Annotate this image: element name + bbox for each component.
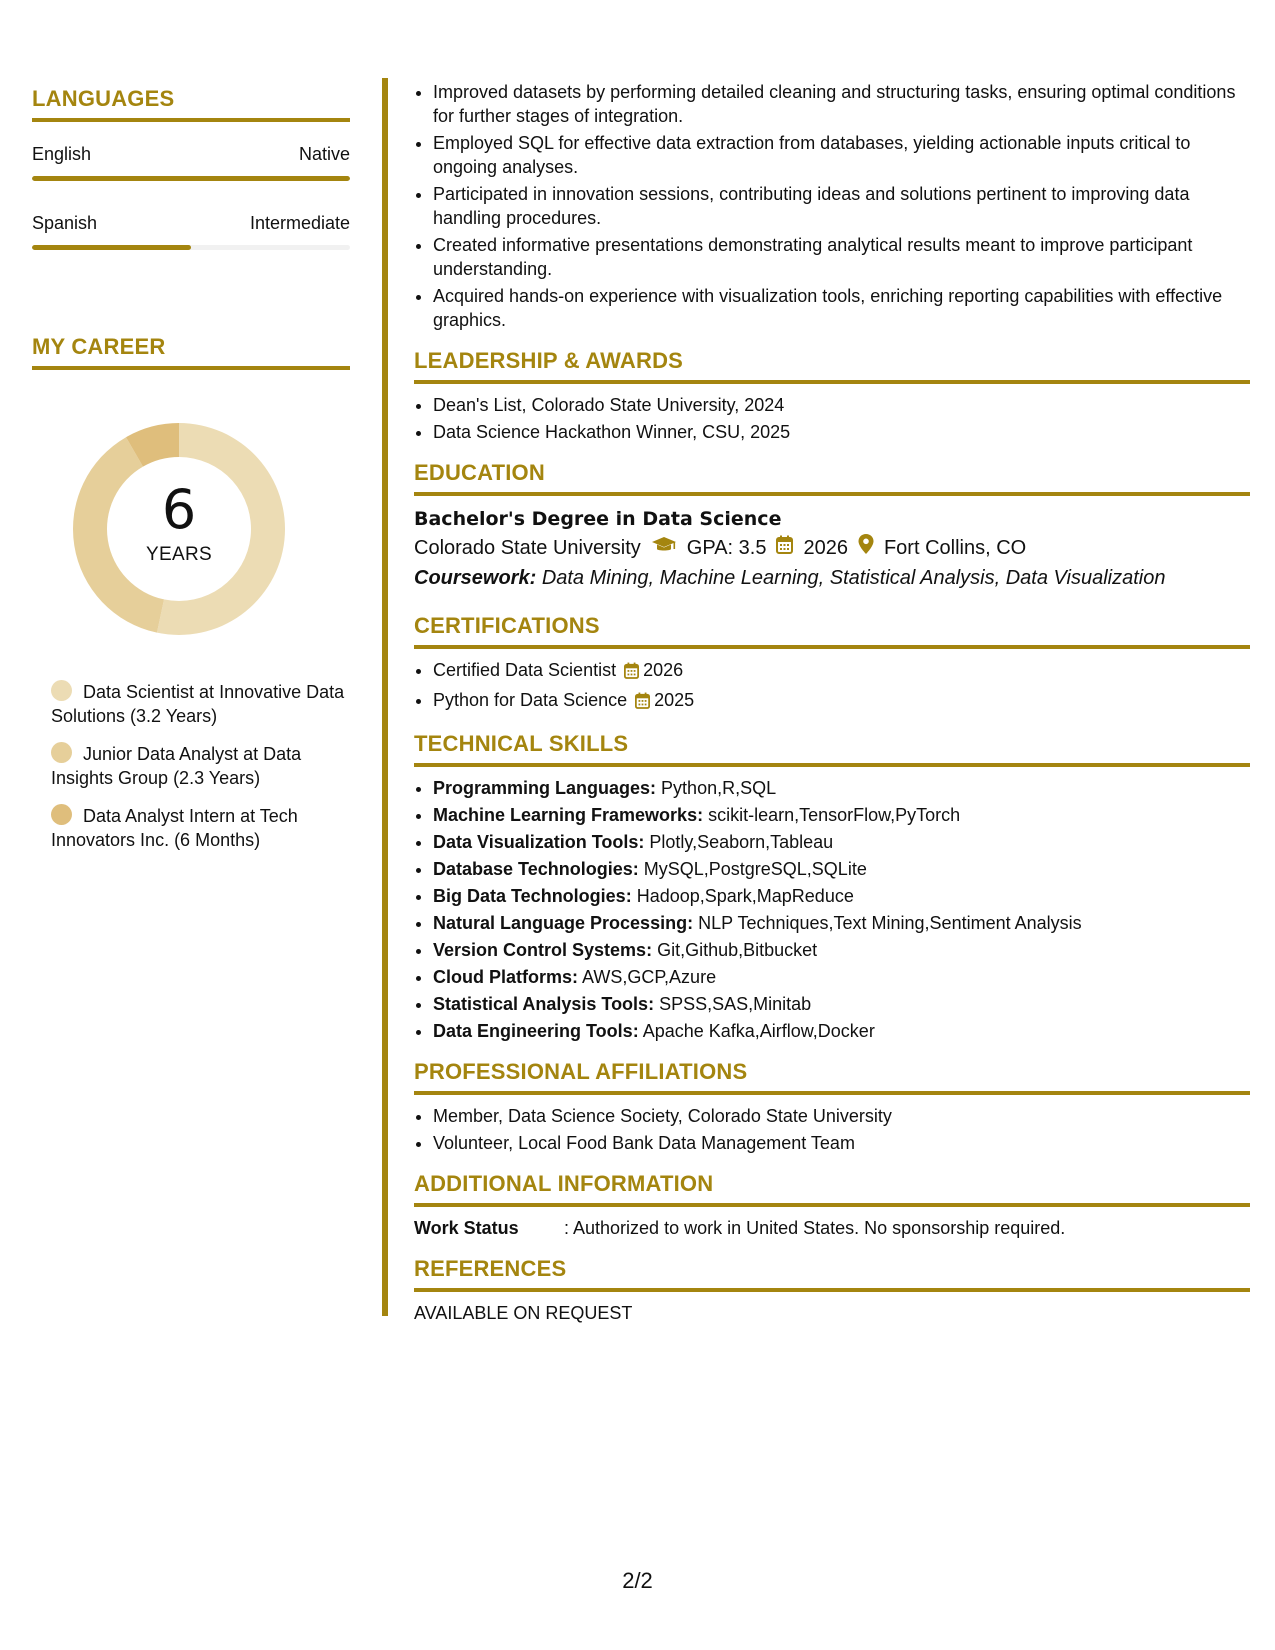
career-unit: YEARS [146, 544, 212, 565]
list-item: • Member, Data Science Society, Colorado State University [433, 1104, 1250, 1128]
skill-label: Database Technologies: [433, 859, 639, 879]
list-item [433, 884, 1250, 908]
language-level: Native [298, 144, 350, 164]
additional-section [414, 1171, 1250, 1240]
list-item [433, 911, 1250, 935]
skills-section [414, 731, 1250, 1043]
legend-dot [51, 680, 72, 701]
legend-label: Data Scientist at Innovative Data Solutions (3.2 Years) [51, 682, 345, 726]
career-total-years: 6 [161, 478, 197, 541]
leadership-section [414, 348, 1250, 444]
info-key: Work Status [414, 1218, 519, 1238]
education-degree: Bachelor's Degree in Data Science [414, 508, 782, 530]
left-column [32, 86, 350, 866]
skill-value: Python,R,SQL [661, 778, 777, 798]
career-title: MY CAREER [32, 334, 350, 370]
skill-label: Version Control Systems: [433, 940, 653, 960]
calendar-icon [624, 661, 639, 685]
skill-label: Natural Language Processing: [433, 913, 694, 933]
list-item [433, 803, 1250, 827]
additional-title: ADDITIONAL INFORMATION [414, 1171, 1250, 1207]
graduation-cap-icon [651, 533, 677, 563]
affiliations-section [414, 1059, 1250, 1155]
list-item [433, 688, 1250, 715]
list-item [433, 658, 1250, 685]
skill-label: Machine Learning Frameworks: [433, 805, 704, 825]
map-pin-icon [858, 533, 874, 563]
certifications-title: CERTIFICATIONS [414, 613, 1250, 649]
certifications-section [414, 613, 1250, 715]
language-bar-fill [32, 245, 191, 250]
legend-dot [51, 742, 72, 763]
list-item: • Participated in innovation sessions, contributing ideas and solutions pertinent to improving data handling procedures. [433, 182, 1250, 230]
list-item [433, 992, 1250, 1016]
skill-value: scikit-learn,TensorFlow,PyTorch [708, 805, 961, 825]
list-item [433, 965, 1250, 989]
skill-label: Cloud Platforms: [433, 967, 579, 987]
references-title: REFERENCES [414, 1256, 1250, 1292]
skill-label: Big Data Technologies: [433, 886, 632, 906]
education-meta [414, 533, 1250, 563]
language-bar-fill [32, 176, 350, 181]
education-year: 2026 [803, 537, 848, 559]
affiliations-title: PROFESSIONAL AFFILIATIONS [414, 1059, 1250, 1095]
list-item: • Acquired hands-on experience with visualization tools, enriching reporting capabilities with effective graphics. [433, 284, 1250, 332]
references-text: AVAILABLE ON REQUEST [414, 1303, 633, 1323]
right-column [414, 80, 1250, 1325]
language-bar [32, 245, 350, 250]
skill-value: Apache Kafka,Airflow,Docker [642, 1021, 875, 1041]
education-coursework [414, 563, 1250, 593]
skill-value: MySQL,PostgreSQL,SQLite [643, 859, 867, 879]
skill-label: Statistical Analysis Tools: [433, 994, 655, 1014]
coursework-label: Coursework: [414, 567, 537, 589]
career-donut [64, 414, 294, 644]
language-item [32, 144, 350, 181]
certification-year: 2025 [654, 690, 695, 710]
certification-name: Certified Data Scientist [433, 660, 617, 680]
legend-label: Junior Data Analyst at Data Insights Group (2.3 Years) [51, 744, 302, 788]
education-school: Colorado State University [414, 537, 641, 559]
skill-value: NLP Techniques,Text Mining,Sentiment Analysis [698, 913, 1082, 933]
page-number: 2/2 [622, 1568, 653, 1593]
list-item [433, 776, 1250, 800]
column-divider [382, 78, 388, 1316]
list-item [433, 1019, 1250, 1043]
leadership-title: LEADERSHIP & AWARDS [414, 348, 1250, 384]
list-item: • Employed SQL for effective data extraction from databases, yielding actionable inputs critical to ongoing analyses. [433, 131, 1250, 179]
legend-dot [51, 804, 72, 825]
skill-label: Programming Languages: [433, 778, 657, 798]
languages-title: LANGUAGES [32, 86, 350, 122]
language-level: Intermediate [249, 213, 350, 233]
education-section [414, 460, 1250, 593]
legend-item [51, 680, 350, 728]
language-bar [32, 176, 350, 181]
languages-section [32, 86, 350, 250]
experience-bullets [414, 80, 1250, 332]
list-item [433, 857, 1250, 881]
education-gpa: GPA: 3.5 [686, 537, 767, 559]
calendar-icon [635, 691, 650, 715]
skill-label: Data Engineering Tools: [433, 1021, 639, 1041]
list-item: • Dean's List, Colorado State University, 2024 [433, 393, 1250, 417]
language-item [32, 213, 350, 250]
list-item: • Improved datasets by performing detailed cleaning and structuring tasks, ensuring optimal conditions for further stages of integration. [433, 80, 1250, 128]
language-name: English [32, 144, 92, 164]
list-item [433, 938, 1250, 962]
career-legend [51, 680, 350, 852]
legend-item [51, 742, 350, 790]
list-item [433, 830, 1250, 854]
skills-title: TECHNICAL SKILLS [414, 731, 1250, 767]
list-item: • Volunteer, Local Food Bank Data Management Team [433, 1131, 1250, 1155]
skill-label: Data Visualization Tools: [433, 832, 645, 852]
skill-value: SPSS,SAS,Minitab [659, 994, 812, 1014]
certification-name: Python for Data Science [433, 690, 628, 710]
calendar-icon [776, 533, 793, 563]
skill-value: AWS,GCP,Azure [582, 967, 717, 987]
coursework-value: Data Mining, Machine Learning, Statistical Analysis, Data Visualization [541, 567, 1166, 589]
list-item: • Data Science Hackathon Winner, CSU, 2025 [433, 420, 1250, 444]
info-value: : Authorized to work in United States. No sponsorship required. [564, 1218, 1066, 1238]
work-status-row [414, 1216, 1250, 1240]
skill-value: Git,Github,Bitbucket [657, 940, 818, 960]
education-title: EDUCATION [414, 460, 1250, 496]
career-section [32, 334, 350, 852]
legend-item [51, 804, 350, 852]
skill-value: Plotly,Seaborn,Tableau [649, 832, 834, 852]
legend-label: Data Analyst Intern at Tech Innovators Inc. (6 Months) [51, 806, 298, 850]
skills-list [414, 776, 1250, 1043]
list-item: • Created informative presentations demonstrating analytical results meant to improve participant understanding. [433, 233, 1250, 281]
language-name: Spanish [32, 213, 98, 233]
certification-year: 2026 [643, 660, 684, 680]
skill-value: Hadoop,Spark,MapReduce [636, 886, 854, 906]
references-section [414, 1256, 1250, 1325]
education-location: Fort Collins, CO [883, 537, 1027, 559]
